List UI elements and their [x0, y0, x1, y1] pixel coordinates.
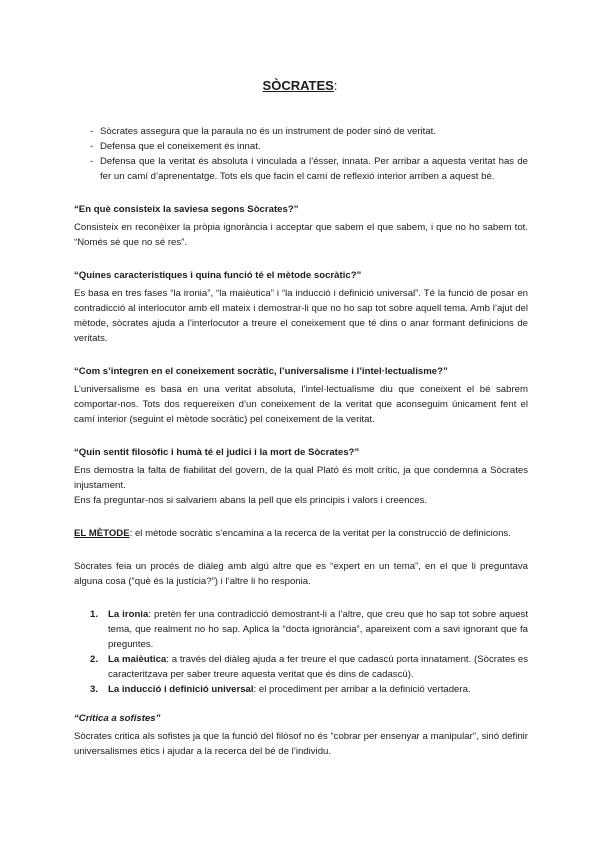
- section-question: “Com s’integren en el coneixement socràtic, l’universalisme i l’intel·lectualisme?”: [74, 366, 448, 377]
- section-method-features: [74, 268, 528, 346]
- method-label: EL MÈTODE: [74, 528, 130, 539]
- dialog-text: Sòcrates feia un procés de diàleg amb algú altre que es “expert en un tema”, en el que li preguntava alguna cosa (“què és la justícia?”) i l’altre li ho responia.: [74, 561, 528, 587]
- section-answer: Es basa en tres fases “la ironia”, “la maièutica” i “la inducció i definició universal”. Té la funció de posar en contradicció al interlocutor amb ell mateix i demostrar-li que no ho sap tot sobre aquell tema. Amb l’ajut del mètode, sòcrates ajuda a l’interlocutor a treure el coneixement que té dins o anar formant definicions de veritats.: [74, 288, 528, 344]
- section-answer: Ens demostra la falta de fiabilitat del govern, de la qual Plató és molt crític, ja que condemna a Sòcrates injustament.: [74, 465, 528, 491]
- list-item: - Defensa que la veritat és absoluta i vinculada a l’ésser, innata. Per arribar a aquesta veritat has de fer un camí d’aprenentatge. Tots els que facin el camí de reflexió interior arriben a aquest bé.: [90, 156, 528, 182]
- list-item: - Sòcrates assegura que la paraula no és un instrument de poder sinó de veritat.: [90, 126, 436, 137]
- intro-list: [74, 124, 528, 184]
- list-item: 3. La inducció i definició universal: el procediment per arribar a la definició vertadera.: [90, 684, 471, 695]
- section-universalism: [74, 364, 528, 427]
- title-colon: :: [333, 78, 338, 93]
- method-text: : el mètode socràtic s’encamina a la recerca de la veritat per la construcció de definicions.: [129, 528, 511, 539]
- section-wisdom: [74, 202, 528, 250]
- list-item: - Defensa que el coneixement és innat.: [90, 141, 261, 152]
- phases-list: [74, 607, 528, 697]
- section-answer: L’universalisme es basa en una veritat absoluta, l’intel·lectualisme diu que coneixent el bé sabrem comportar-nos. Tots dos requereixen d’un coneixement de la veritat que aconseguim únicament fent el camí interior (seguint el mètode socràtic) pel coneixement de la veritat.: [74, 384, 528, 425]
- section-dialog: [74, 559, 528, 589]
- list-item: 2. La maièutica: a través del diàleg ajuda a fer treure el que cadascú porta innatament. (Sòcrates es caracteritzava per saber treure aquesta veritat que és dins de cadascú).: [90, 654, 528, 680]
- section-question: “En què consisteix la saviesa segons Sòcrates?”: [74, 204, 299, 215]
- section-question: “Quines característiques i quina funció té el mètode socràtic?”: [74, 270, 362, 281]
- page-title: [0, 78, 600, 93]
- section-trial: [74, 445, 528, 508]
- document-body: [74, 124, 528, 777]
- section-question: “Quin sentit filosòfic i humà té el judici i la mort de Sòcrates?”: [74, 447, 360, 458]
- title-text: SÒCRATES: [262, 78, 334, 93]
- section-method: [74, 526, 528, 541]
- section-question: “Crítica a sofistes”: [74, 713, 161, 724]
- section-answer-2: Ens fa preguntar-nos si salvariem abans la pell que els principis i valors i creences.: [74, 495, 428, 506]
- list-item: 1. La ironia: pretèn fer una contradicció demostrant-li a l’altre, que creu que ho sap tot sobre aquest tema, que realment no ho sap. Aplica la “docta ignorància”, apareixent com a savi ignorant que fa preguntes.: [90, 609, 529, 650]
- section-answer: Consisteix en reconèixer la pròpia ignorància i acceptar que sabem el que sabem, i que no ho sabem tot. “Només sé que no sé res”.: [74, 222, 528, 248]
- section-answer: Sòcrates critica als sofistes ja que la funció del filòsof no és “cobrar per ensenyar a manipular”, sinó definir universalismes ètics i ajudar a la recerca del bé de l’individu.: [74, 731, 528, 757]
- section-critique: [74, 711, 528, 759]
